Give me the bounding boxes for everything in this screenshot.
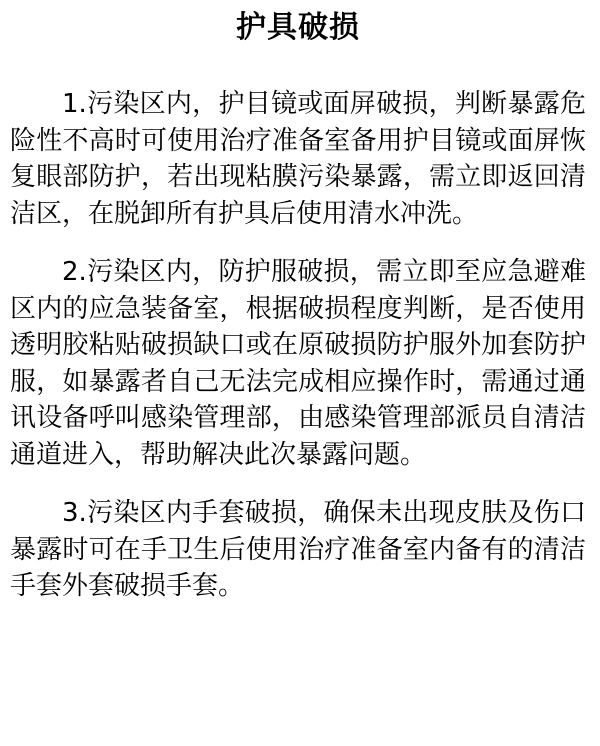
paragraph-gloves: 3.污染区内手套破损，确保未出现皮肤及伤口暴露时可在手卫生后使用治疗准备室内备有的清洁手套外套破损手套。	[10, 498, 586, 601]
document-title: 护具破损	[236, 10, 360, 45]
paragraph-protective-suit: 2.污染区内，防护服破损，需立即至应急避难区内的应急装备室，根据破损程度判断，是否使用透明胶粘贴破损缺口或在原破损防护服外加套防护服，如暴露者自己无法完成相应操作时，需通过通讯设备呼叫感染管理部，由感染管理部派员自清洁通道进入，帮助解决此次暴露问题。	[10, 257, 586, 470]
paragraph-goggles-faceshield: 1.污染区内，护目镜或面屏破损，判断暴露危险性不高时可使用治疗准备室备用护目镜或面屏恢复眼部防护，若出现粘膜污染暴露，需立即返回清洁区，在脱卸所有护具后使用清水冲洗。	[10, 89, 586, 229]
